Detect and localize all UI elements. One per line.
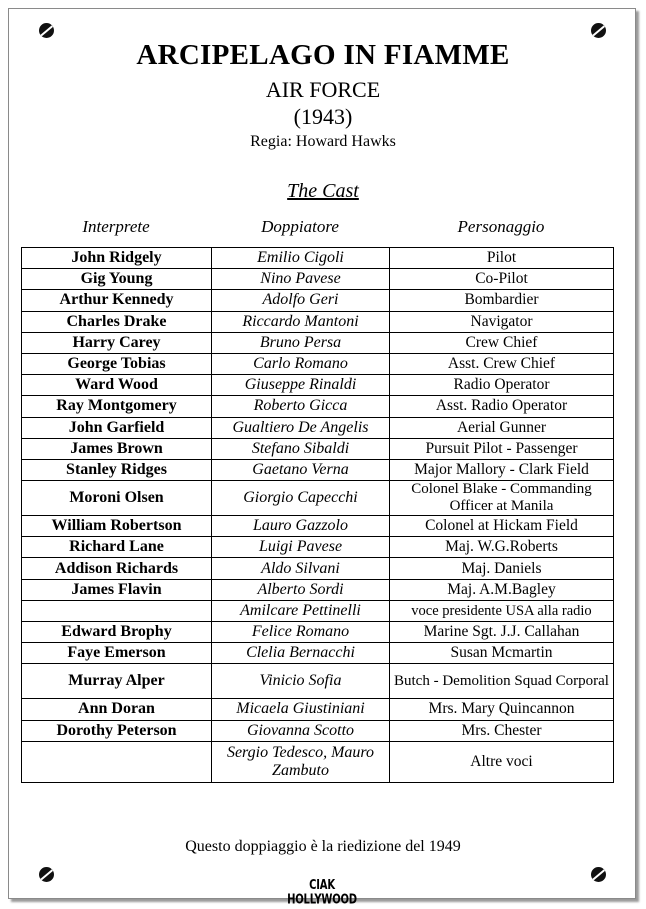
actor-cell: Charles Drake [22,311,212,332]
table-row [22,699,614,720]
director: Regia: Howard Hawks [250,133,396,150]
role-cell: Colonel at Hickam Field [390,516,614,537]
role-cell: Navigator [390,311,614,332]
table-row [22,269,614,290]
actor-cell: William Robertson [22,516,212,537]
dubber-cell: Riccardo Mantoni [212,311,390,332]
table-row [22,600,614,621]
screw-icon [591,867,606,882]
actor-cell: Arthur Kennedy [22,290,212,311]
role-cell: Major Mallory - Clark Field [390,459,614,480]
actor-cell: John Ridgely [22,248,212,269]
screw-icon [39,867,54,882]
dubber-cell: Gualtiero De Angelis [212,417,390,438]
role-cell: Altre voci [390,741,614,782]
role-cell: Marine Sgt. J.J. Callahan [390,622,614,643]
role-cell: Bombardier [390,290,614,311]
screw-icon [39,23,54,38]
actor-cell: Ray Montgomery [22,396,212,417]
actor-cell [22,600,212,621]
actor-cell: Ann Doran [22,699,212,720]
dubbing-note: Questo doppiaggio è la riedizione del 1949 [185,838,461,855]
dubber-cell: Adolfo Geri [212,290,390,311]
dubber-cell: Vinicio Sofia [212,664,390,699]
dubber-cell: Alberto Sordi [212,579,390,600]
table-row [22,248,614,269]
table-row [22,396,614,417]
column-header-doppiatore: Doppiatore [261,217,339,236]
table-row [22,481,614,516]
dubber-cell: Giuseppe Rinaldi [212,375,390,396]
actor-cell: Richard Lane [22,537,212,558]
role-cell: Pilot [390,248,614,269]
plaque-card [8,8,636,908]
table-row [22,290,614,311]
column-header-personaggio: Personaggio [457,217,545,236]
actor-cell: Gig Young [22,269,212,290]
role-cell: Mrs. Mary Quincannon [390,699,614,720]
dubber-cell: Gaetano Verna [212,459,390,480]
role-cell: Mrs. Chester [390,720,614,741]
dubber-cell: Felice Romano [212,622,390,643]
original-title: AIR FORCE [265,77,381,102]
actor-cell: Faye Emerson [22,643,212,664]
cast-heading: The Cast [287,180,359,202]
table-row [22,516,614,537]
dubber-cell: Lauro Gazzolo [212,516,390,537]
actor-cell: George Tobias [22,353,212,374]
column-header-interprete: Interprete [82,217,150,236]
actor-cell: James Flavin [22,579,212,600]
ciak-hollywood-logo: CIAK HOLLYWOOD [287,878,357,908]
dubber-cell: Bruno Persa [212,332,390,353]
screw-icon [591,23,606,38]
table-row [22,720,614,741]
table-row [22,375,614,396]
dubber-cell: Stefano Sibaldi [212,438,390,459]
actor-cell: Murray Alper [22,664,212,699]
role-cell: Radio Operator [390,375,614,396]
role-cell: Colonel Blake - Commanding Officer at Manila [390,481,614,516]
role-cell: Crew Chief [390,332,614,353]
dubber-cell: Giorgio Capecchi [212,481,390,516]
table-row [22,311,614,332]
table-row [22,664,614,699]
table-row [22,332,614,353]
role-cell: Susan Mcmartin [390,643,614,664]
role-cell: Maj. W.G.Roberts [390,537,614,558]
actor-cell: Dorothy Peterson [22,720,212,741]
dubber-cell: Emilio Cigoli [212,248,390,269]
table-row [22,438,614,459]
dubber-cell: Luigi Pavese [212,537,390,558]
table-row [22,558,614,579]
table-row [22,417,614,438]
dubber-cell: Aldo Silvani [212,558,390,579]
table-row [22,741,614,782]
release-year: (1943) [293,104,353,129]
dubber-cell: Roberto Gicca [212,396,390,417]
role-cell: Asst. Crew Chief [390,353,614,374]
role-cell: Maj. A.M.Bagley [390,579,614,600]
dubber-cell: Micaela Giustiniani [212,699,390,720]
actor-cell: James Brown [22,438,212,459]
role-cell: Aerial Gunner [390,417,614,438]
movie-title: ARCIPELAGO IN FIAMME [136,39,510,71]
actor-cell: Ward Wood [22,375,212,396]
dubber-cell: Giovanna Scotto [212,720,390,741]
actor-cell: Harry Carey [22,332,212,353]
table-row [22,643,614,664]
dubber-cell: Carlo Romano [212,353,390,374]
actor-cell: John Garfield [22,417,212,438]
role-cell: Maj. Daniels [390,558,614,579]
role-cell: Co-Pilot [390,269,614,290]
actor-cell [22,741,212,782]
dubber-cell: Sergio Tedesco, Mauro Zambuto [212,741,390,782]
table-row [22,459,614,480]
role-cell: voce presidente USA alla radio [390,600,614,621]
actor-cell: Moroni Olsen [22,481,212,516]
table-row [22,579,614,600]
table-row [22,537,614,558]
dubber-cell: Amilcare Pettinelli [212,600,390,621]
dubber-cell: Nino Pavese [212,269,390,290]
table-row [22,622,614,643]
actor-cell: Edward Brophy [22,622,212,643]
cast-table [21,247,614,783]
dubber-cell: Clelia Bernacchi [212,643,390,664]
role-cell: Butch - Demolition Squad Corporal [390,664,614,699]
role-cell: Asst. Radio Operator [390,396,614,417]
actor-cell: Addison Richards [22,558,212,579]
actor-cell: Stanley Ridges [22,459,212,480]
role-cell: Pursuit Pilot - Passenger [390,438,614,459]
table-row [22,353,614,374]
